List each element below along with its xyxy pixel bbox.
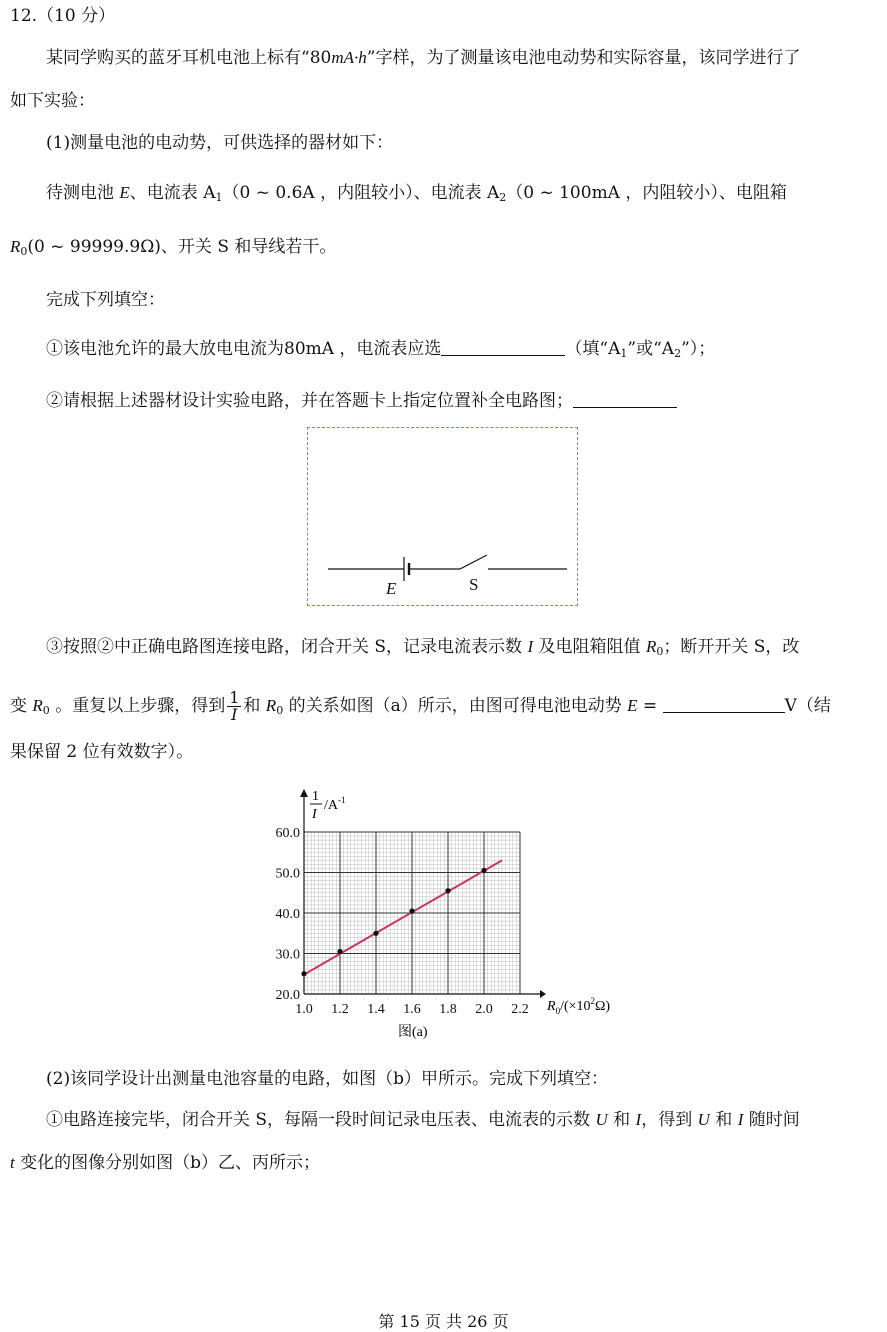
part2-question-1-line-1: ①电路连接完毕，闭合开关 S，每隔一段时间记录电压表、电流表的示数 U 和 I，得到 U 和 I 随时间 — [46, 1110, 800, 1130]
part2-question-1-line-2: t 变化的图像分别如图（b）乙、丙所示； — [10, 1153, 321, 1173]
fit-line — [304, 860, 502, 974]
x-tick-label: 1.6 — [403, 1002, 421, 1017]
x-tick-label: 1.8 — [439, 1002, 457, 1017]
x-axis-label: $R_0/(\times 10^2\Omega)$ — [547, 996, 611, 1016]
data-point — [481, 868, 486, 873]
page-footer: 第 15 页 共 26 页 — [378, 1312, 509, 1331]
x-axis-arrow — [540, 990, 546, 998]
switch-blade — [460, 555, 487, 569]
part1-heading: (1)测量电池的电动势，可供选择的器材如下： — [46, 133, 394, 153]
y-tick-label: 30.0 — [275, 947, 300, 963]
chart-axes — [300, 789, 546, 998]
x-tick-label: 1.0 — [295, 1002, 313, 1017]
question-1-3-line-1: ③按照②中正确电路图连接电路，闭合开关 S，记录电流表示数 I 及电阻箱阻值 $R_0$；断开开关 S，改 — [46, 637, 800, 658]
y-tick-label: 60.0 — [275, 826, 300, 841]
equipment-line-1: 待测电池 E、电流表 $A_1(0$ ~ 0.6A ，内阻较小）、电流表 $A_2(0$ ~ 100mA ，内阻较小）、电阻箱 — [46, 183, 787, 204]
chart-minor-grid — [304, 832, 520, 994]
x-tick-label: 2.0 — [475, 1002, 493, 1017]
question-score: （10 分） — [37, 6, 116, 26]
capacity-value: 80 — [309, 48, 332, 68]
data-point — [409, 908, 414, 913]
data-point — [373, 931, 378, 936]
chart-fit-line-group — [304, 860, 502, 974]
y-axis-arrow — [300, 789, 308, 797]
question-1-1: ①该电池允许的最大放电电流为80mA ，电流表应选 （填“$A_1$”或“$A_2$”）； — [46, 339, 716, 360]
chart-points — [301, 868, 486, 976]
equipment-line-2: $R_0(0$ ~ 99999.9Ω)、开关 S 和导线若干。 — [10, 237, 337, 258]
data-point — [301, 971, 306, 976]
chart-axis-labels — [310, 789, 610, 1040]
x-tick-label: 2.2 — [511, 1002, 529, 1017]
question-number: 12. — [10, 6, 38, 26]
question-1-3-line-2: 变 $R_0$ 。重复以上步骤，得到 $\frac{1}{I}$ 和 $R_0$ 的关系如图（a）所示，由图可得电池电动势 E = V（结 — [10, 688, 831, 724]
circuit-diagram-box[interactable] — [307, 427, 578, 606]
y-axis-label-unit: $/A^{-1}$ — [324, 795, 346, 813]
data-point — [337, 949, 342, 954]
question-1-2: ②请根据上述器材设计实验电路，并在答题卡上指定位置补全电路图； — [46, 390, 677, 412]
answer-blank-ammeter[interactable] — [441, 339, 565, 356]
capacity-unit: mA·h — [331, 48, 367, 67]
chart-major-grid — [304, 832, 520, 994]
answer-blank-emf[interactable] — [663, 696, 785, 713]
question-header — [10, 5, 115, 27]
y-axis-label-denominator: I — [312, 807, 317, 822]
data-point — [445, 888, 450, 893]
x-tick-label: 1.2 — [331, 1002, 349, 1017]
figure-a-caption: 图(a) — [398, 1025, 428, 1040]
intro-line-1: 某同学购买的蓝牙耳机电池上标有“80mA·h”字样，为了测量该电池电动势和实际容量，该同学进行了 — [46, 48, 801, 68]
y-axis-label-numerator: 1 — [312, 789, 319, 804]
part2-heading: (2)该同学设计出测量电池容量的电路，如图（b）甲所示。完成下列填空： — [46, 1069, 608, 1089]
fill-heading: 完成下列填空： — [46, 290, 165, 310]
y-tick-label: 50.0 — [275, 866, 300, 882]
switch-label: S — [469, 575, 479, 594]
chart-tick-labels — [276, 826, 529, 1017]
y-tick-label: 20.0 — [275, 988, 300, 1003]
battery-label: E — [386, 579, 397, 598]
y-tick-label: 40.0 — [275, 907, 300, 922]
question-1-3-line-3: 果保留 2 位有效数字）。 — [10, 742, 194, 762]
answer-blank-circuit[interactable] — [573, 391, 677, 408]
x-tick-label: 1.4 — [367, 1002, 385, 1017]
fraction-1-over-I: $\frac{1}{I}$ — [229, 688, 240, 724]
circuit-diagram — [308, 428, 579, 607]
intro-line-2: 如下实验： — [10, 91, 95, 111]
